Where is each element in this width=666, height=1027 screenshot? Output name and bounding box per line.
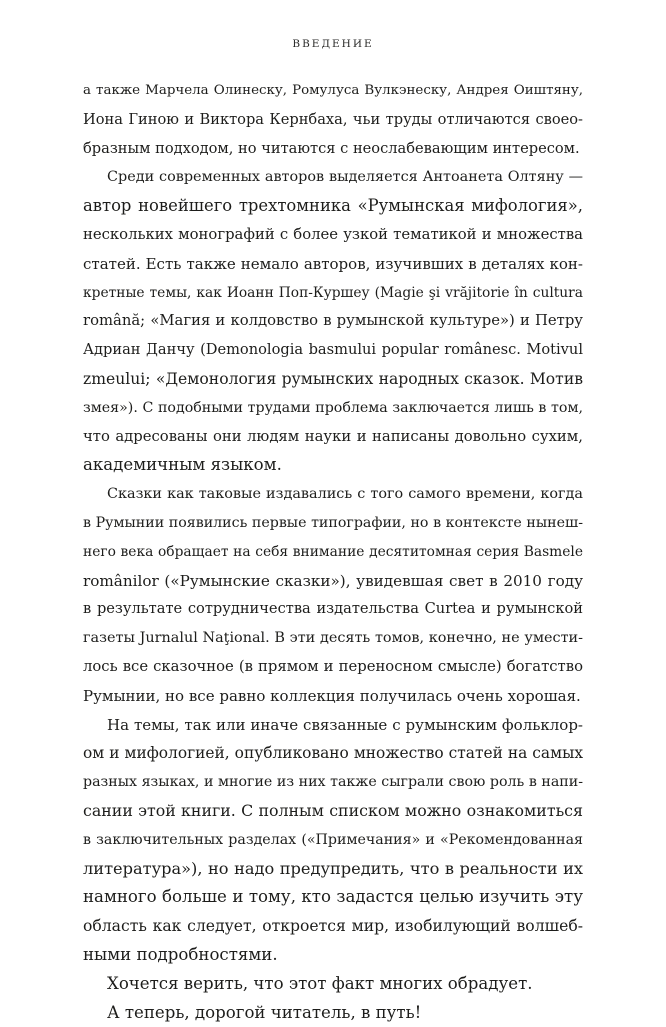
text-line: что адресованы они людям науки и написаны довольно сухим, — [83, 423, 583, 452]
text-line: românilor («Румынские сказки»), увидевшая свет в 2010 году — [83, 567, 583, 596]
text-line: нескольких монографий с более узкой тематикой и множества — [83, 221, 583, 250]
paragraph — [83, 77, 583, 163]
text-line: змея»). С подобными трудами проблема заключается лишь в том, — [83, 394, 583, 423]
text-line: ом и мифологией, опубликовано множество статей на самых — [83, 739, 583, 768]
text-line: в Румынии появились первые типографии, но в контексте нынеш- — [83, 509, 583, 538]
body-text — [83, 77, 583, 1027]
text-line: сании этой книги. С полным списком можно ознакомиться — [83, 797, 583, 826]
text-line: статей. Есть также немало авторов, изучивших в деталях кон- — [83, 250, 583, 279]
text-line: Среди современных авторов выделяется Антоанета Олтяну — — [83, 163, 583, 192]
text-line: него века обращает на себя внимание десятитомная серия Basmele — [83, 538, 583, 567]
text-line: в результате сотрудничества издательства Curtea и румынской — [83, 595, 583, 624]
paragraph — [83, 970, 583, 999]
paragraph — [83, 999, 583, 1027]
text-line: литература»), но надо предупредить, что в реальности их — [83, 855, 583, 884]
text-line: română; «Магия и колдовство в румынской культуре») и Петру — [83, 307, 583, 336]
text-line: zmeului; «Демонология румынских народных сказок. Мотив — [83, 365, 583, 394]
text-line: Сказки как таковые издавались с того самого времени, когда — [83, 480, 583, 509]
running-head: ВВЕДЕНИЕ — [0, 38, 666, 50]
text-line: бразным подходом, но читаются с неослабевающим интересом. — [83, 135, 583, 164]
text-line: академичным языком. — [83, 451, 583, 480]
paragraph — [83, 163, 583, 480]
text-line: На темы, так или иначе связанные с румынским фольклор- — [83, 711, 583, 740]
text-line: Румынии, но все равно коллекция получилась очень хорошая. — [83, 682, 583, 711]
paragraph — [83, 711, 583, 970]
text-line: автор новейшего трехтомника «Румынская мифология», — [83, 192, 583, 221]
text-line: ными подробностями. — [83, 941, 583, 970]
text-line: газеты Jurnalul Naţional. В эти десять томов, конечно, не умести- — [83, 624, 583, 653]
text-line: разных языках, и многие из них также сыграли свою роль в напи- — [83, 768, 583, 797]
text-line: Иона Гиною и Виктора Кернбаха, чьи труды отличаются своео- — [83, 106, 583, 135]
text-line: кретные темы, как Иоанн Поп-Куршеу (Magie şi vrăjitorie în cultura — [83, 279, 583, 308]
text-line: А теперь, дорогой читатель, в путь! — [83, 999, 583, 1027]
text-line: в заключительных разделах («Примечания» и «Рекомендованная — [83, 826, 583, 855]
text-line: а также Марчела Олинеску, Ромулуса Вулкэнеску, Андрея Оиштяну, — [83, 77, 583, 106]
text-line: Хочется верить, что этот факт многих обрадует. — [83, 970, 583, 999]
text-line: лось все сказочное (в прямом и переносном смысле) богатство — [83, 653, 583, 682]
text-line: Адриан Данчу (Demonologia basmului popular românesc. Motivul — [83, 336, 583, 365]
text-line: область как следует, откроется мир, изобилующий волшеб- — [83, 912, 583, 941]
text-line: намного больше и тому, кто задастся целью изучить эту — [83, 883, 583, 912]
paragraph — [83, 480, 583, 710]
